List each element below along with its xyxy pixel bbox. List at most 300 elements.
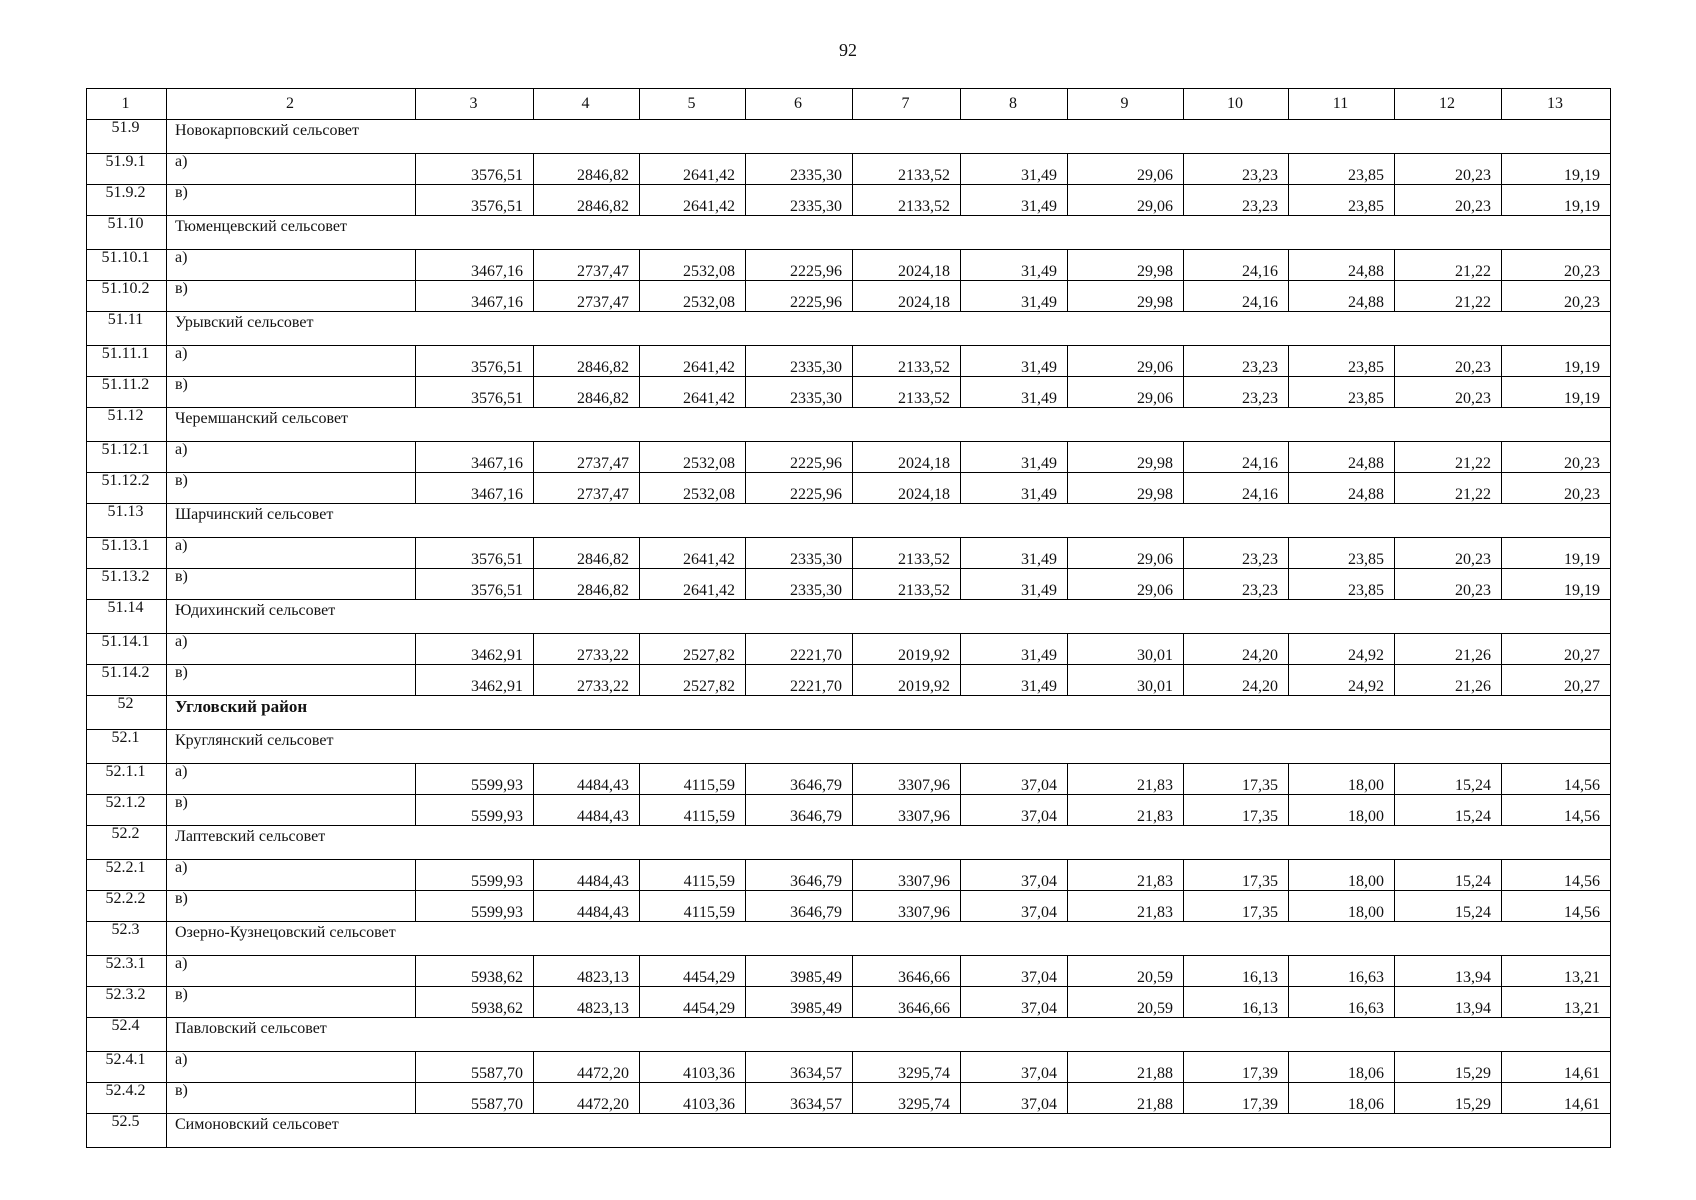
table-cell-col-12: 15,24: [1395, 764, 1502, 795]
row-number: 51.12.2: [87, 473, 167, 504]
table-cell-col-10: 17,35: [1184, 764, 1289, 795]
table-cell-col-6: 3985,49: [746, 987, 853, 1018]
row-label: в): [167, 569, 416, 600]
table-cell-col-13: 19,19: [1502, 377, 1611, 408]
table-cell-col-10: 23,23: [1184, 538, 1289, 569]
table-cell-col-5: 4115,59: [640, 764, 746, 795]
table-cell-col-11: 23,85: [1289, 185, 1395, 216]
table-cell-col-8: 37,04: [961, 860, 1068, 891]
table-cell-col-5: 2532,08: [640, 250, 746, 281]
table-cell-col-13: 19,19: [1502, 569, 1611, 600]
row-number: 52.1: [87, 730, 167, 764]
row-number: 51.9.2: [87, 185, 167, 216]
table-cell-col-3: 5587,70: [416, 1052, 534, 1083]
row-label: а): [167, 538, 416, 569]
table-cell-col-12: 21,22: [1395, 250, 1502, 281]
table-cell-col-6: 2335,30: [746, 538, 853, 569]
table-cell-col-4: 2846,82: [534, 154, 640, 185]
table-cell-col-8: 31,49: [961, 281, 1068, 312]
column-number-header: 11: [1289, 89, 1395, 120]
table-cell-col-4: 2846,82: [534, 377, 640, 408]
table-cell-col-3: 5938,62: [416, 987, 534, 1018]
table-row: [87, 987, 1611, 1018]
row-number: 52.4: [87, 1018, 167, 1052]
table-cell-col-4: 2733,22: [534, 634, 640, 665]
table-cell-col-10: 23,23: [1184, 185, 1289, 216]
row-number: 51.14: [87, 600, 167, 634]
table-cell-col-13: 20,23: [1502, 250, 1611, 281]
table-cell-col-4: 4472,20: [534, 1083, 640, 1114]
section-title: Озерно-Кузнецовский сельсовет: [167, 922, 1611, 956]
table-cell-col-7: 3307,96: [853, 764, 961, 795]
table-cell-col-7: 2133,52: [853, 154, 961, 185]
table-cell-col-13: 19,19: [1502, 538, 1611, 569]
table-cell-col-13: 20,27: [1502, 634, 1611, 665]
row-label: а): [167, 154, 416, 185]
table-cell-col-5: 2641,42: [640, 538, 746, 569]
table-cell-col-10: 24,16: [1184, 473, 1289, 504]
table-cell-col-4: 4484,43: [534, 891, 640, 922]
section-title: Круглянский сельсовет: [167, 730, 1611, 764]
section-title: Тюменцевский сельсовет: [167, 216, 1611, 250]
table-cell-col-11: 23,85: [1289, 154, 1395, 185]
table-cell-col-12: 21,22: [1395, 473, 1502, 504]
table-cell-col-8: 37,04: [961, 764, 1068, 795]
table-cell-col-11: 24,92: [1289, 634, 1395, 665]
table-cell-col-12: 20,23: [1395, 377, 1502, 408]
row-label: в): [167, 665, 416, 696]
row-number: 52.3.1: [87, 956, 167, 987]
column-number-header: 7: [853, 89, 961, 120]
row-number: 52.2.2: [87, 891, 167, 922]
table-cell-col-7: 2133,52: [853, 569, 961, 600]
table-cell-col-12: 20,23: [1395, 346, 1502, 377]
section-title: Урывский сельсовет: [167, 312, 1611, 346]
table-cell-col-9: 30,01: [1068, 634, 1184, 665]
table-row: [87, 764, 1611, 795]
column-number-header: 5: [640, 89, 746, 120]
table-row: [87, 281, 1611, 312]
row-number: 51.11.1: [87, 346, 167, 377]
table-cell-col-13: 20,23: [1502, 281, 1611, 312]
row-number: 51.12.1: [87, 442, 167, 473]
table-row: [87, 473, 1611, 504]
table-cell-col-3: 3576,51: [416, 569, 534, 600]
table-row: [87, 154, 1611, 185]
table-cell-col-5: 2641,42: [640, 569, 746, 600]
table-cell-col-10: 23,23: [1184, 154, 1289, 185]
table-row: [87, 956, 1611, 987]
section-title: Симоновский сельсовет: [167, 1114, 1611, 1148]
table-cell-col-6: 3634,57: [746, 1083, 853, 1114]
table-cell-col-7: 3646,66: [853, 987, 961, 1018]
table-cell-col-6: 2225,96: [746, 281, 853, 312]
table-cell-col-6: 2335,30: [746, 569, 853, 600]
table-cell-col-9: 20,59: [1068, 987, 1184, 1018]
table-cell-col-9: 29,98: [1068, 250, 1184, 281]
table-cell-col-10: 17,35: [1184, 795, 1289, 826]
table-cell-col-7: 3646,66: [853, 956, 961, 987]
table-cell-col-13: 13,21: [1502, 987, 1611, 1018]
section-heading-row: [87, 730, 1611, 764]
table-cell-col-9: 29,98: [1068, 473, 1184, 504]
table-cell-col-11: 16,63: [1289, 956, 1395, 987]
section-title: Лаптевский сельсовет: [167, 826, 1611, 860]
table-cell-col-6: 2335,30: [746, 154, 853, 185]
table-row: [87, 1052, 1611, 1083]
table-cell-col-11: 23,85: [1289, 346, 1395, 377]
section-title: Шарчинский сельсовет: [167, 504, 1611, 538]
table-cell-col-9: 29,06: [1068, 538, 1184, 569]
section-heading-row: [87, 408, 1611, 442]
table-cell-col-8: 31,49: [961, 634, 1068, 665]
table-cell-col-5: 2532,08: [640, 473, 746, 504]
table-cell-col-3: 3462,91: [416, 634, 534, 665]
table-cell-col-13: 14,56: [1502, 795, 1611, 826]
column-number-header: 4: [534, 89, 640, 120]
table-cell-col-13: 14,61: [1502, 1052, 1611, 1083]
column-number-header: 8: [961, 89, 1068, 120]
table-cell-col-10: 17,35: [1184, 891, 1289, 922]
table-cell-col-5: 2532,08: [640, 442, 746, 473]
table-cell-col-4: 2733,22: [534, 665, 640, 696]
table-cell-col-5: 2527,82: [640, 634, 746, 665]
table-cell-col-12: 20,23: [1395, 538, 1502, 569]
table-cell-col-3: 3462,91: [416, 665, 534, 696]
table-cell-col-8: 31,49: [961, 185, 1068, 216]
table-cell-col-8: 37,04: [961, 956, 1068, 987]
table-cell-col-8: 37,04: [961, 1052, 1068, 1083]
table-cell-col-12: 15,24: [1395, 860, 1502, 891]
row-number: 51.11.2: [87, 377, 167, 408]
row-label: а): [167, 1052, 416, 1083]
row-label: в): [167, 891, 416, 922]
table-cell-col-8: 31,49: [961, 665, 1068, 696]
section-heading-row: [87, 922, 1611, 956]
table-cell-col-10: 17,35: [1184, 860, 1289, 891]
table-cell-col-11: 23,85: [1289, 569, 1395, 600]
section-heading-row: [87, 312, 1611, 346]
column-number-header: 12: [1395, 89, 1502, 120]
row-number: 52.5: [87, 1114, 167, 1148]
table-cell-col-10: 17,39: [1184, 1083, 1289, 1114]
table-cell-col-9: 29,06: [1068, 569, 1184, 600]
table-cell-col-5: 2641,42: [640, 377, 746, 408]
table-row: [87, 538, 1611, 569]
table-cell-col-12: 15,29: [1395, 1052, 1502, 1083]
table-row: [87, 442, 1611, 473]
table-cell-col-7: 2133,52: [853, 346, 961, 377]
table-cell-col-12: 21,22: [1395, 281, 1502, 312]
table-cell-col-12: 21,26: [1395, 634, 1502, 665]
row-number: 51.9: [87, 120, 167, 154]
table-cell-col-5: 4454,29: [640, 987, 746, 1018]
table-row: [87, 185, 1611, 216]
column-number-header: 6: [746, 89, 853, 120]
table-cell-col-6: 2225,96: [746, 250, 853, 281]
table-cell-col-13: 20,23: [1502, 473, 1611, 504]
section-heading-row: [87, 1114, 1611, 1148]
table-cell-col-11: 18,06: [1289, 1083, 1395, 1114]
table-cell-col-12: 20,23: [1395, 569, 1502, 600]
row-label: а): [167, 860, 416, 891]
table-cell-col-5: 2641,42: [640, 185, 746, 216]
row-number: 52.2.1: [87, 860, 167, 891]
table-cell-col-10: 24,16: [1184, 281, 1289, 312]
table-cell-col-5: 4103,36: [640, 1083, 746, 1114]
row-number: 51.14.1: [87, 634, 167, 665]
district-heading-row: [87, 696, 1611, 730]
table-cell-col-5: 4115,59: [640, 891, 746, 922]
table-cell-col-6: 2221,70: [746, 634, 853, 665]
table-cell-col-3: 3576,51: [416, 377, 534, 408]
table-cell-col-4: 2737,47: [534, 473, 640, 504]
row-label: а): [167, 764, 416, 795]
table-cell-col-10: 24,20: [1184, 634, 1289, 665]
table-cell-col-3: 3467,16: [416, 250, 534, 281]
table-cell-col-4: 4823,13: [534, 987, 640, 1018]
table-cell-col-6: 2225,96: [746, 473, 853, 504]
table-cell-col-5: 2641,42: [640, 154, 746, 185]
table-cell-col-11: 18,00: [1289, 860, 1395, 891]
table-cell-col-3: 3576,51: [416, 185, 534, 216]
table-cell-col-9: 29,06: [1068, 377, 1184, 408]
table-cell-col-11: 24,88: [1289, 250, 1395, 281]
table-cell-col-9: 29,98: [1068, 442, 1184, 473]
column-number-header: 1: [87, 89, 167, 120]
table-cell-col-5: 4103,36: [640, 1052, 746, 1083]
table-cell-col-13: 20,23: [1502, 442, 1611, 473]
section-heading-row: [87, 826, 1611, 860]
table-row: [87, 1083, 1611, 1114]
table-row: [87, 665, 1611, 696]
table-cell-col-11: 16,63: [1289, 987, 1395, 1018]
table-cell-col-3: 5587,70: [416, 1083, 534, 1114]
row-label: в): [167, 795, 416, 826]
table-cell-col-6: 3634,57: [746, 1052, 853, 1083]
table-cell-col-4: 2737,47: [534, 250, 640, 281]
table-cell-col-3: 5599,93: [416, 795, 534, 826]
section-heading-row: [87, 1018, 1611, 1052]
table-cell-col-10: 16,13: [1184, 987, 1289, 1018]
table-cell-col-7: 3295,74: [853, 1052, 961, 1083]
row-number: 52.3.2: [87, 987, 167, 1018]
table-cell-col-10: 24,20: [1184, 665, 1289, 696]
table-cell-col-13: 14,56: [1502, 764, 1611, 795]
row-label: а): [167, 634, 416, 665]
row-label: а): [167, 250, 416, 281]
table-cell-col-11: 23,85: [1289, 538, 1395, 569]
table-cell-col-9: 21,83: [1068, 860, 1184, 891]
table-cell-col-8: 31,49: [961, 473, 1068, 504]
row-number: 51.13.1: [87, 538, 167, 569]
district-title: Угловский район: [167, 696, 1611, 730]
table-row: [87, 250, 1611, 281]
table-cell-col-3: 3576,51: [416, 154, 534, 185]
table-cell-col-3: 5599,93: [416, 860, 534, 891]
table-cell-col-5: 2532,08: [640, 281, 746, 312]
table-cell-col-12: 15,24: [1395, 795, 1502, 826]
table-cell-col-13: 14,56: [1502, 891, 1611, 922]
table-cell-col-13: 19,19: [1502, 185, 1611, 216]
table-cell-col-6: 3646,79: [746, 764, 853, 795]
table-cell-col-3: 3467,16: [416, 442, 534, 473]
table-cell-col-5: 4115,59: [640, 795, 746, 826]
table-cell-col-10: 16,13: [1184, 956, 1289, 987]
column-number-header: 3: [416, 89, 534, 120]
table-cell-col-3: 3467,16: [416, 473, 534, 504]
table-cell-col-10: 17,39: [1184, 1052, 1289, 1083]
row-number: 52.2: [87, 826, 167, 860]
table-cell-col-11: 24,88: [1289, 281, 1395, 312]
table-cell-col-3: 3467,16: [416, 281, 534, 312]
table-cell-col-9: 29,06: [1068, 346, 1184, 377]
table-cell-col-11: 23,85: [1289, 377, 1395, 408]
table-cell-col-12: 20,23: [1395, 154, 1502, 185]
table-cell-col-6: 2335,30: [746, 346, 853, 377]
row-label: а): [167, 956, 416, 987]
table-cell-col-4: 2846,82: [534, 538, 640, 569]
column-number-header: 9: [1068, 89, 1184, 120]
row-label: в): [167, 473, 416, 504]
section-heading-row: [87, 504, 1611, 538]
table-cell-col-13: 20,27: [1502, 665, 1611, 696]
table-cell-col-3: 3576,51: [416, 346, 534, 377]
table-cell-col-12: 13,94: [1395, 956, 1502, 987]
table-cell-col-11: 18,00: [1289, 764, 1395, 795]
row-label: в): [167, 987, 416, 1018]
table-cell-col-5: 2527,82: [640, 665, 746, 696]
row-number: 51.14.2: [87, 665, 167, 696]
table-cell-col-12: 20,23: [1395, 185, 1502, 216]
table-cell-col-3: 5938,62: [416, 956, 534, 987]
section-title: Черемшанский сельсовет: [167, 408, 1611, 442]
table-cell-col-7: 2024,18: [853, 473, 961, 504]
table-cell-col-8: 31,49: [961, 442, 1068, 473]
table-cell-col-8: 37,04: [961, 1083, 1068, 1114]
table-cell-col-5: 4115,59: [640, 860, 746, 891]
table-cell-col-11: 18,06: [1289, 1052, 1395, 1083]
table-cell-col-7: 3307,96: [853, 860, 961, 891]
table-cell-col-8: 31,49: [961, 154, 1068, 185]
table-cell-col-8: 31,49: [961, 250, 1068, 281]
tariff-table: [86, 88, 1611, 1148]
table-cell-col-9: 29,06: [1068, 185, 1184, 216]
row-number: 51.10.1: [87, 250, 167, 281]
row-label: в): [167, 281, 416, 312]
table-cell-col-8: 31,49: [961, 538, 1068, 569]
table-row: [87, 569, 1611, 600]
table-cell-col-7: 2133,52: [853, 377, 961, 408]
table-cell-col-11: 24,88: [1289, 442, 1395, 473]
row-label: а): [167, 346, 416, 377]
table-cell-col-10: 23,23: [1184, 377, 1289, 408]
row-number: 52.1.2: [87, 795, 167, 826]
table-cell-col-11: 24,92: [1289, 665, 1395, 696]
table-cell-col-6: 2225,96: [746, 442, 853, 473]
table-cell-col-12: 15,29: [1395, 1083, 1502, 1114]
table-cell-col-4: 2737,47: [534, 281, 640, 312]
table-cell-col-12: 15,24: [1395, 891, 1502, 922]
row-number: 52.4.2: [87, 1083, 167, 1114]
table-cell-col-9: 21,88: [1068, 1052, 1184, 1083]
table-cell-col-13: 14,61: [1502, 1083, 1611, 1114]
table-row: [87, 795, 1611, 826]
table-body: [87, 120, 1611, 1148]
row-number: 51.10: [87, 216, 167, 250]
table-cell-col-10: 24,16: [1184, 250, 1289, 281]
table-cell-col-7: 2024,18: [853, 442, 961, 473]
table-cell-col-4: 4484,43: [534, 764, 640, 795]
row-number: 51.13.2: [87, 569, 167, 600]
table-row: [87, 634, 1611, 665]
table-cell-col-7: 2133,52: [853, 538, 961, 569]
table-cell-col-9: 30,01: [1068, 665, 1184, 696]
row-label: в): [167, 1083, 416, 1114]
column-number-header: 10: [1184, 89, 1289, 120]
row-number: 51.12: [87, 408, 167, 442]
table-cell-col-7: 2024,18: [853, 250, 961, 281]
table-cell-col-4: 2846,82: [534, 569, 640, 600]
section-heading-row: [87, 120, 1611, 154]
table-cell-col-7: 2019,92: [853, 665, 961, 696]
row-number: 51.9.1: [87, 154, 167, 185]
row-number: 52: [87, 696, 167, 730]
table-cell-col-13: 19,19: [1502, 154, 1611, 185]
table-cell-col-9: 21,88: [1068, 1083, 1184, 1114]
row-number: 52.4.1: [87, 1052, 167, 1083]
table-cell-col-8: 31,49: [961, 377, 1068, 408]
table-cell-col-4: 4823,13: [534, 956, 640, 987]
column-number-header: 2: [167, 89, 416, 120]
table-cell-col-7: 2019,92: [853, 634, 961, 665]
row-number: 52.1.1: [87, 764, 167, 795]
table-cell-col-13: 13,21: [1502, 956, 1611, 987]
section-heading-row: [87, 216, 1611, 250]
table-cell-col-13: 19,19: [1502, 346, 1611, 377]
table-cell-col-3: 3576,51: [416, 538, 534, 569]
table-cell-col-4: 2846,82: [534, 185, 640, 216]
table-cell-col-12: 21,26: [1395, 665, 1502, 696]
section-title: Павловский сельсовет: [167, 1018, 1611, 1052]
table-cell-col-8: 31,49: [961, 346, 1068, 377]
table-cell-col-4: 4484,43: [534, 860, 640, 891]
row-number: 51.10.2: [87, 281, 167, 312]
table-cell-col-7: 2133,52: [853, 185, 961, 216]
table-cell-col-8: 31,49: [961, 569, 1068, 600]
table-cell-col-12: 21,22: [1395, 442, 1502, 473]
table-cell-col-6: 2335,30: [746, 377, 853, 408]
table-cell-col-7: 3307,96: [853, 795, 961, 826]
table-cell-col-6: 3646,79: [746, 860, 853, 891]
table-cell-col-13: 14,56: [1502, 860, 1611, 891]
table-cell-col-6: 3646,79: [746, 891, 853, 922]
row-label: в): [167, 185, 416, 216]
table-cell-col-4: 4472,20: [534, 1052, 640, 1083]
table-cell-col-10: 23,23: [1184, 346, 1289, 377]
table-cell-col-4: 2737,47: [534, 442, 640, 473]
table-cell-col-8: 37,04: [961, 795, 1068, 826]
row-number: 51.13: [87, 504, 167, 538]
table-row: [87, 377, 1611, 408]
table-cell-col-10: 24,16: [1184, 442, 1289, 473]
row-label: в): [167, 377, 416, 408]
table-cell-col-3: 5599,93: [416, 764, 534, 795]
row-label: а): [167, 442, 416, 473]
table-cell-col-6: 2335,30: [746, 185, 853, 216]
table-cell-col-8: 37,04: [961, 987, 1068, 1018]
table-row: [87, 891, 1611, 922]
